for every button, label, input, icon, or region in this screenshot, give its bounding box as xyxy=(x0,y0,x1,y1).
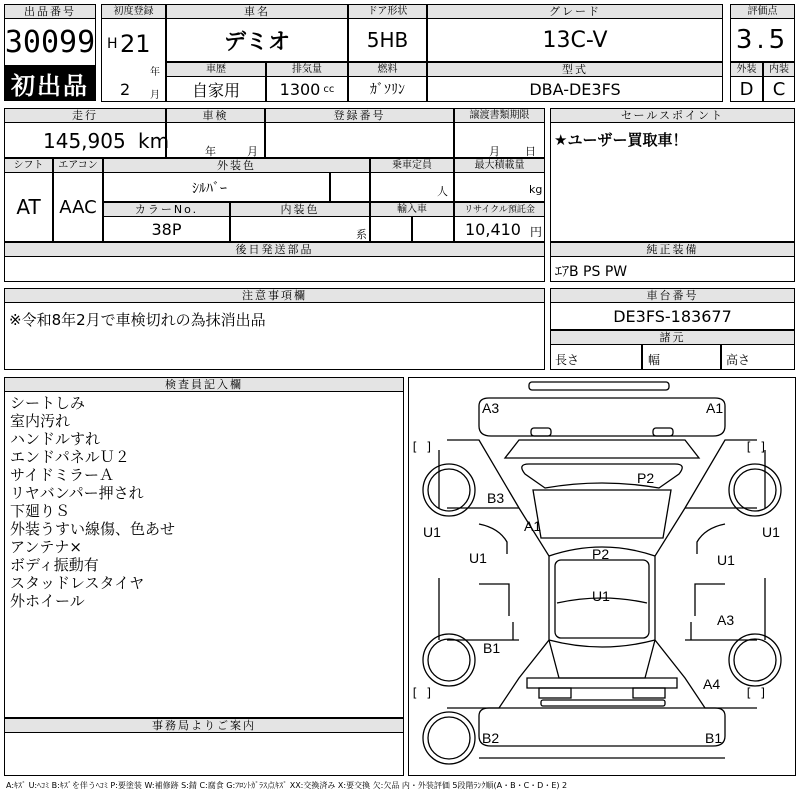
chassis-number: DE3FS-183677 xyxy=(550,302,795,330)
reg-month: 2 xyxy=(120,80,131,99)
damage-mark: P2 xyxy=(592,546,610,562)
exterior-grade-label: 外装 xyxy=(730,62,763,77)
later-parts-box xyxy=(4,256,545,282)
equipment-text: ｴｱB PS PW xyxy=(555,264,628,280)
damage-mark: B1 xyxy=(705,730,723,746)
door-type-label: ドア形状 xyxy=(348,4,427,19)
legend: A:ｷｽﾞ U:ﾍｺﾐ B:ｷｽﾞを伴うﾍｺﾐ P:要塗装 W:補修跡 S:錆 C:腐食 G:ﾌﾛﾝﾄｶﾞﾗｽ点ｷｽﾞ XX:交換済み X:要交換 欠:欠品 内・外装評価 5段階ﾗﾝｸ順(A・B・C・D・E) 2 xyxy=(6,781,568,790)
inspector-note: サイドミラーＡ xyxy=(10,466,114,484)
inspector-note: 下廻りＳ xyxy=(10,502,71,520)
length-label: 長さ xyxy=(555,353,580,367)
mileage: 145,905 xyxy=(43,129,126,153)
transfer-month-unit: 月 xyxy=(489,145,500,158)
fuel: ｶﾞｿﾘﾝ xyxy=(348,76,427,102)
notes-label: 注意事項欄 xyxy=(4,288,545,303)
damage-mark: P2 xyxy=(637,470,655,486)
model-label: 型式 xyxy=(427,62,723,77)
notes-text: ※令和8年2月で車検切れの為抹消出品 xyxy=(9,311,266,329)
shift-label: シフト xyxy=(4,158,53,173)
interior-grade: C xyxy=(763,76,795,102)
inspector-notes xyxy=(4,391,404,718)
inspector-note: ハンドルすれ xyxy=(10,430,101,448)
sales-point-box xyxy=(550,122,795,242)
mileage-unit: km xyxy=(138,129,170,153)
sales-point-text: ★ユーザー買取車！ xyxy=(554,131,688,149)
lot-number-label: 出品番号 xyxy=(4,4,96,19)
car-name-label: 車名 xyxy=(166,4,348,19)
office-box xyxy=(4,732,404,776)
import-label: 輸入車 xyxy=(370,202,454,217)
grade: 13C-V xyxy=(427,18,723,62)
recycle-unit: 円 xyxy=(530,225,543,239)
car-name: デミオ xyxy=(166,18,348,62)
chassis-label: 車台番号 xyxy=(550,288,795,303)
damage-mark: B3 xyxy=(487,490,505,506)
max-load-unit: kg xyxy=(529,183,543,196)
inspector-note: 外ホイール xyxy=(10,592,85,610)
damage-mark: A4 xyxy=(703,676,721,692)
exterior-grade: D xyxy=(730,76,763,102)
bracket-right-front: [ ] xyxy=(745,440,767,454)
reg-year: 21 xyxy=(120,30,151,58)
mileage-label: 走行 xyxy=(4,108,166,123)
bracket-right-rear: [ ] xyxy=(745,686,767,700)
capacity-box xyxy=(370,172,454,202)
damage-mark: B2 xyxy=(482,730,500,746)
displacement-box xyxy=(266,76,348,102)
damage-mark: A3 xyxy=(717,612,735,628)
recycle-fee: 10,410 xyxy=(465,220,521,239)
equipment-label: 純正装備 xyxy=(550,242,795,257)
equipment-box xyxy=(550,256,795,282)
inspector-note: ボディ振動有 xyxy=(10,556,99,574)
sales-point-label: セールスポイント xyxy=(550,108,795,123)
exterior-color: ｼﾙﾊﾞｰ xyxy=(192,181,227,197)
color-no-label: カラーNo. xyxy=(103,202,230,217)
first-reg-label: 初度登録 xyxy=(101,4,166,19)
inspector-note: 室内汚れ xyxy=(10,412,71,430)
bracket-left-rear: [ ] xyxy=(411,686,433,700)
notes-box xyxy=(4,302,545,370)
history-label: 車歴 xyxy=(166,62,266,77)
dimensions-label: 諸元 xyxy=(550,330,795,345)
fuel-label: 燃料 xyxy=(348,62,427,77)
reg-number-label: 登録番号 xyxy=(265,108,454,123)
damage-mark: A1 xyxy=(706,400,724,416)
ac: AAC xyxy=(53,172,103,242)
recycle-box xyxy=(454,216,545,242)
damage-mark: U1 xyxy=(592,588,610,604)
color-no: 38P xyxy=(103,216,230,242)
width-box xyxy=(642,344,721,370)
import-box-b xyxy=(412,216,454,242)
damage-mark: B1 xyxy=(483,640,501,656)
history: 自家用 xyxy=(166,76,266,102)
transfer-doc-label: 譲渡書類期限 xyxy=(454,108,545,123)
bracket-left-front: [ ] xyxy=(411,440,433,454)
interior-color-unit: 系 xyxy=(356,228,367,241)
first-listing-badge: 初出品 xyxy=(4,65,96,101)
car-outline xyxy=(409,378,795,775)
grade-label: グレード xyxy=(427,4,723,19)
damage-mark: U1 xyxy=(762,524,780,540)
damage-mark: A3 xyxy=(482,400,500,416)
capacity-label: 乗車定員 xyxy=(370,158,454,173)
model-code: DBA-DE3FS xyxy=(427,76,723,102)
inspector-note: アンテナ× xyxy=(10,538,82,556)
inspection-box xyxy=(166,122,265,158)
mileage-box xyxy=(4,122,170,158)
inspection-year-unit: 年 xyxy=(205,145,216,158)
inspector-note: シートしみ xyxy=(10,394,86,412)
era: H xyxy=(107,36,118,52)
displacement-unit: cc xyxy=(323,83,335,95)
damage-mark: U1 xyxy=(717,552,735,568)
inspection-label: 車検 xyxy=(166,108,265,123)
inspector-note: リヤバンパー押され xyxy=(10,484,144,502)
interior-grade-label: 内装 xyxy=(763,62,795,77)
exterior-color-label: 外装色 xyxy=(103,158,370,173)
capacity-unit: 人 xyxy=(437,185,448,198)
displacement: 1300 xyxy=(279,79,321,99)
exterior-color-box xyxy=(103,172,330,202)
height-box xyxy=(721,344,795,370)
damage-mark: A1 xyxy=(524,518,542,534)
office-label: 事務局よりご案内 xyxy=(4,718,404,733)
damage-mark: U1 xyxy=(469,550,487,566)
inspection-month-unit: 月 xyxy=(247,145,258,158)
max-load-label: 最大積載量 xyxy=(454,158,545,173)
score-label: 評価点 xyxy=(730,4,795,19)
reg-number-box xyxy=(265,122,454,158)
recycle-label: リサイクル預託金 xyxy=(454,202,545,217)
displacement-label: 排気量 xyxy=(266,62,348,77)
score: 3.5 xyxy=(730,18,795,62)
inspector-note: スタッドレスタイヤ xyxy=(10,574,145,592)
later-parts-label: 後日発送部品 xyxy=(4,242,545,257)
interior-color-box xyxy=(230,216,370,242)
height-label: 高さ xyxy=(726,353,751,367)
transfer-day-unit: 日 xyxy=(525,145,536,158)
length-box xyxy=(550,344,642,370)
max-load-box xyxy=(454,172,545,202)
exterior-color-aux xyxy=(330,172,370,202)
import-box-a xyxy=(370,216,412,242)
width-label: 幅 xyxy=(648,353,661,367)
transfer-doc-box xyxy=(454,122,545,158)
door-type: 5HB xyxy=(348,18,427,62)
shift: AT xyxy=(4,172,53,242)
inspector-note: エンドパネルＵ２ xyxy=(10,448,130,466)
interior-color-label: 内装色 xyxy=(230,202,370,217)
inspector-note: 外装うすい線傷、色あせ xyxy=(10,520,176,538)
damage-diagram xyxy=(408,377,796,776)
ac-label: エアコン xyxy=(53,158,103,173)
inspector-label: 検査員記入欄 xyxy=(4,377,404,392)
reg-year-unit: 年 xyxy=(150,67,160,78)
lot-number: 30099 xyxy=(4,18,96,66)
damage-mark: U1 xyxy=(423,524,441,540)
reg-month-unit: 月 xyxy=(150,90,160,101)
